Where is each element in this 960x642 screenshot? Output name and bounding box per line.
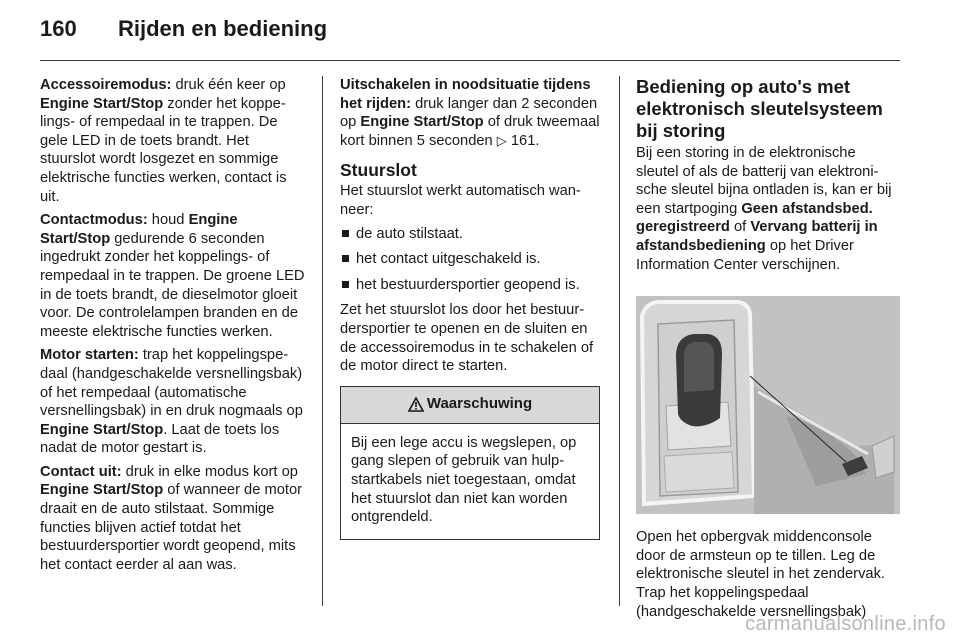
console-key-slot-illustration: [636, 296, 900, 514]
text: houd: [147, 212, 189, 229]
page-number: 160: [40, 16, 77, 41]
page-title: Rijden en bediening: [118, 16, 328, 41]
term-label: Uitschakelen in noodsituatie tijdens het rijden:: [340, 77, 591, 112]
control-name: Engine Start/Stop: [40, 95, 164, 112]
bullet-square-icon: [342, 230, 349, 237]
column-1: [40, 76, 306, 579]
warning-box: [340, 386, 600, 540]
text: . Laat de toets los nadat de motor gestart is.: [40, 421, 280, 457]
warning-header: [341, 387, 599, 424]
page-reference-arrow-icon: ▷: [496, 132, 507, 148]
paragraph-storing: [636, 144, 902, 274]
paragraph-opbergvak: Open het opbergvak middenconsole door de armsteun op te tillen. Leg de elektronische sleutel in het zendervak. Trap het koppelingspedaal (handgeschakelde versnellingsbak): [636, 529, 886, 620]
column-divider-1: [322, 76, 323, 606]
column-3: [636, 76, 902, 626]
term-label: Motor starten:: [40, 347, 139, 364]
list-item-text: de auto stilstaat.: [356, 225, 463, 242]
text: druk één keer op: [171, 77, 286, 93]
text: trap het koppelingspedaal (handgeschakelde versnellingsbak) of het rempedaal (automatische versnellingsbak) in en druk nogmaals op: [40, 347, 303, 420]
list-item: [340, 250, 606, 269]
paragraph-noodsituatie: [340, 76, 606, 150]
paragraph-stuurslot-los: Zet het stuurslot los door het bestuurdersportier te openen en de sluiten en de accessoiremodus in te schakelen of de motor direct te starten.: [340, 302, 594, 375]
list-item: [340, 276, 606, 295]
control-name: Engine Start/Stop: [40, 421, 164, 438]
term-label: Contactmodus:: [40, 212, 148, 229]
column-divider-2: [619, 76, 620, 606]
list-item-text: het contact uitgeschakeld is.: [356, 251, 541, 268]
text: of druk tweemaal kort binnen 5 seconden: [340, 114, 600, 149]
text: of: [729, 219, 751, 236]
bullet-square-icon: [342, 255, 349, 262]
warning-title: Waarschuwing: [426, 395, 533, 413]
paragraph-contact-uit: [40, 463, 306, 575]
control-name: Engine Start/Stop: [40, 482, 164, 499]
text: of wanneer de motor draait en de auto stilstaat. Sommige functies blijven actief totdat het bestuurdersportier wordt geopend, mits het contact eerder al aan was.: [40, 482, 303, 573]
text: druk langer dan 2 seconden op: [340, 95, 598, 131]
watermark: carmanualsonline.info: [745, 613, 946, 635]
warning-triangle-icon: [408, 397, 424, 412]
column-2: [340, 76, 606, 540]
page-reference[interactable]: 161.: [506, 132, 540, 149]
control-name: Engine Start/Stop: [40, 212, 238, 247]
list-item: [340, 225, 606, 244]
message-text: Geen afstandsbed. geregistreerd: [636, 200, 873, 236]
section-heading: Stuurslot: [340, 160, 417, 181]
header-divider: [40, 60, 900, 61]
paragraph-intro: Het stuurslot werkt automatisch wanneer:: [340, 183, 581, 218]
term-label: Accessoiremodus:: [40, 77, 172, 93]
text: druk in elke modus kort op: [121, 463, 298, 480]
list-item-text: het bestuurdersportier geopend is.: [356, 276, 580, 293]
illustration-graphic: [636, 296, 900, 514]
page-header: [40, 16, 900, 56]
text: Bij een storing in de elektronische sleutel of als de batterij van elektronische sleutel bijna ontladen is, kan er bij een startpoging: [636, 145, 892, 217]
warning-body: Bij een lege accu is wegslepen, op gang slepen of gebruik van hulpstartkabels niet toegestaan, omdat het stuurslot dan niet kan worden ontgrendeld.: [351, 434, 577, 526]
paragraph-motor-starten: [40, 346, 306, 458]
message-text: Vervang batterij in afstandsbediening: [636, 219, 878, 254]
term-label: Contact uit:: [40, 463, 122, 480]
text: zonder het koppelings- of rempedaal in te trappen. De gele LED in de toets brandt. Het stuurslot wordt losgezet en sommige elektrische functies werken, contact is uit.: [40, 95, 287, 205]
paragraph-accessoiremodus: [40, 76, 306, 206]
control-name: Engine Start/Stop: [360, 114, 484, 131]
bullet-square-icon: [342, 281, 349, 288]
text: op het Driver Information Center verschijnen.: [636, 237, 854, 273]
paragraph-contactmodus: [40, 211, 306, 341]
bullet-list: [340, 225, 606, 295]
section-heading: Bediening op auto's met elektronisch sleutelsysteem bij storing: [636, 76, 883, 141]
text: gedurende 6 seconden ingedrukt zonder het koppelings- of rempedaal in te trappen. De groene LED in de toets brandt, de dieselmotor gloeit voor. De controlelampen branden en de meeste elektrische functies werken.: [40, 230, 305, 340]
